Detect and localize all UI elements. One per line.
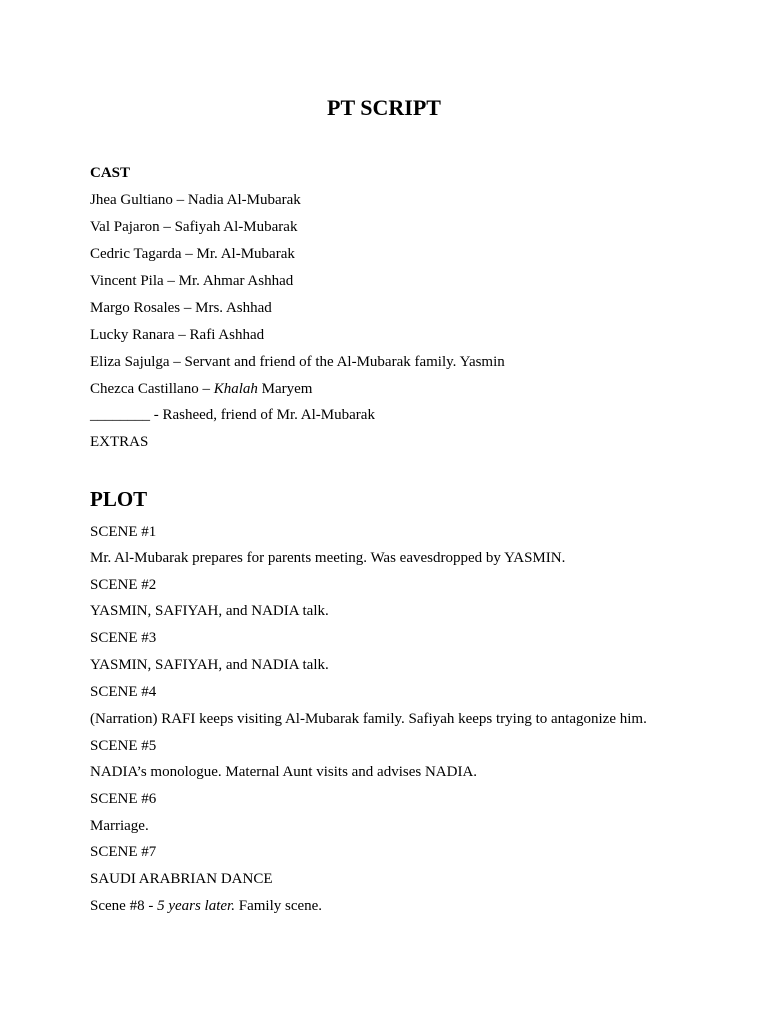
cast-line: Margo Rosales – Mrs. Ashhad	[90, 300, 272, 316]
cast-line: Jhea Gultiano – Nadia Al-Mubarak	[90, 192, 301, 208]
cast-line: Lucky Ranara – Rafi Ashhad	[90, 327, 265, 343]
scene-line: YASMIN, SAFIYAH, and NADIA talk.	[90, 657, 329, 673]
scene-line: SCENE #5	[90, 738, 157, 754]
scene-8-line	[90, 896, 322, 916]
cast-line-rasheed: ________ - Rasheed, friend of Mr. Al-Mubarak	[90, 407, 375, 423]
cast-khalah-italic: Khalah	[213, 381, 258, 397]
cast-khalah-suffix: Maryem	[257, 381, 313, 397]
scene-line: SAUDI ARABRIAN DANCE	[90, 871, 273, 887]
scene-line: SCENE #3	[90, 630, 157, 646]
cast-line: Val Pajaron – Safiyah Al-Mubarak	[90, 219, 298, 235]
cast-line-khalah	[90, 379, 312, 399]
scene-line: NADIA’s monologue. Maternal Aunt visits and advises NADIA.	[90, 764, 478, 780]
scene-line: SCENE #2	[90, 577, 157, 593]
cast-khalah-prefix: Chezca Castillano –	[90, 381, 214, 397]
cast-line: Eliza Sajulga – Servant and friend of the Al-Mubarak family. Yasmin	[90, 354, 505, 370]
cast-line: Vincent Pila – Mr. Ahmar Ashhad	[90, 273, 294, 289]
scene-line: SCENE #4	[90, 684, 157, 700]
scene-8-prefix: Scene #8 -	[90, 898, 158, 914]
scene-line: Mr. Al-Mubarak prepares for parents meeting. Was eavesdropped by YASMIN.	[90, 550, 566, 566]
cast-heading: CAST	[90, 165, 131, 181]
plot-heading: PLOT	[90, 487, 148, 511]
page-title: PT SCRIPT	[327, 95, 441, 120]
scene-line: SCENE #7	[90, 844, 157, 860]
scene-line: SCENE #1	[90, 524, 157, 540]
cast-line: Cedric Tagarda – Mr. Al-Mubarak	[90, 246, 295, 262]
scene-line: SCENE #6	[90, 791, 157, 807]
extras-line: EXTRAS	[90, 434, 149, 450]
scene-8-suffix: Family scene.	[234, 898, 323, 914]
scene-line: Marriage.	[90, 818, 149, 834]
scene-8-italic: 5 years later.	[157, 898, 235, 914]
scene-line: YASMIN, SAFIYAH, and NADIA talk.	[90, 603, 329, 619]
scene-line: (Narration) RAFI keeps visiting Al-Mubarak family. Safiyah keeps trying to antagonize him.	[90, 711, 647, 727]
